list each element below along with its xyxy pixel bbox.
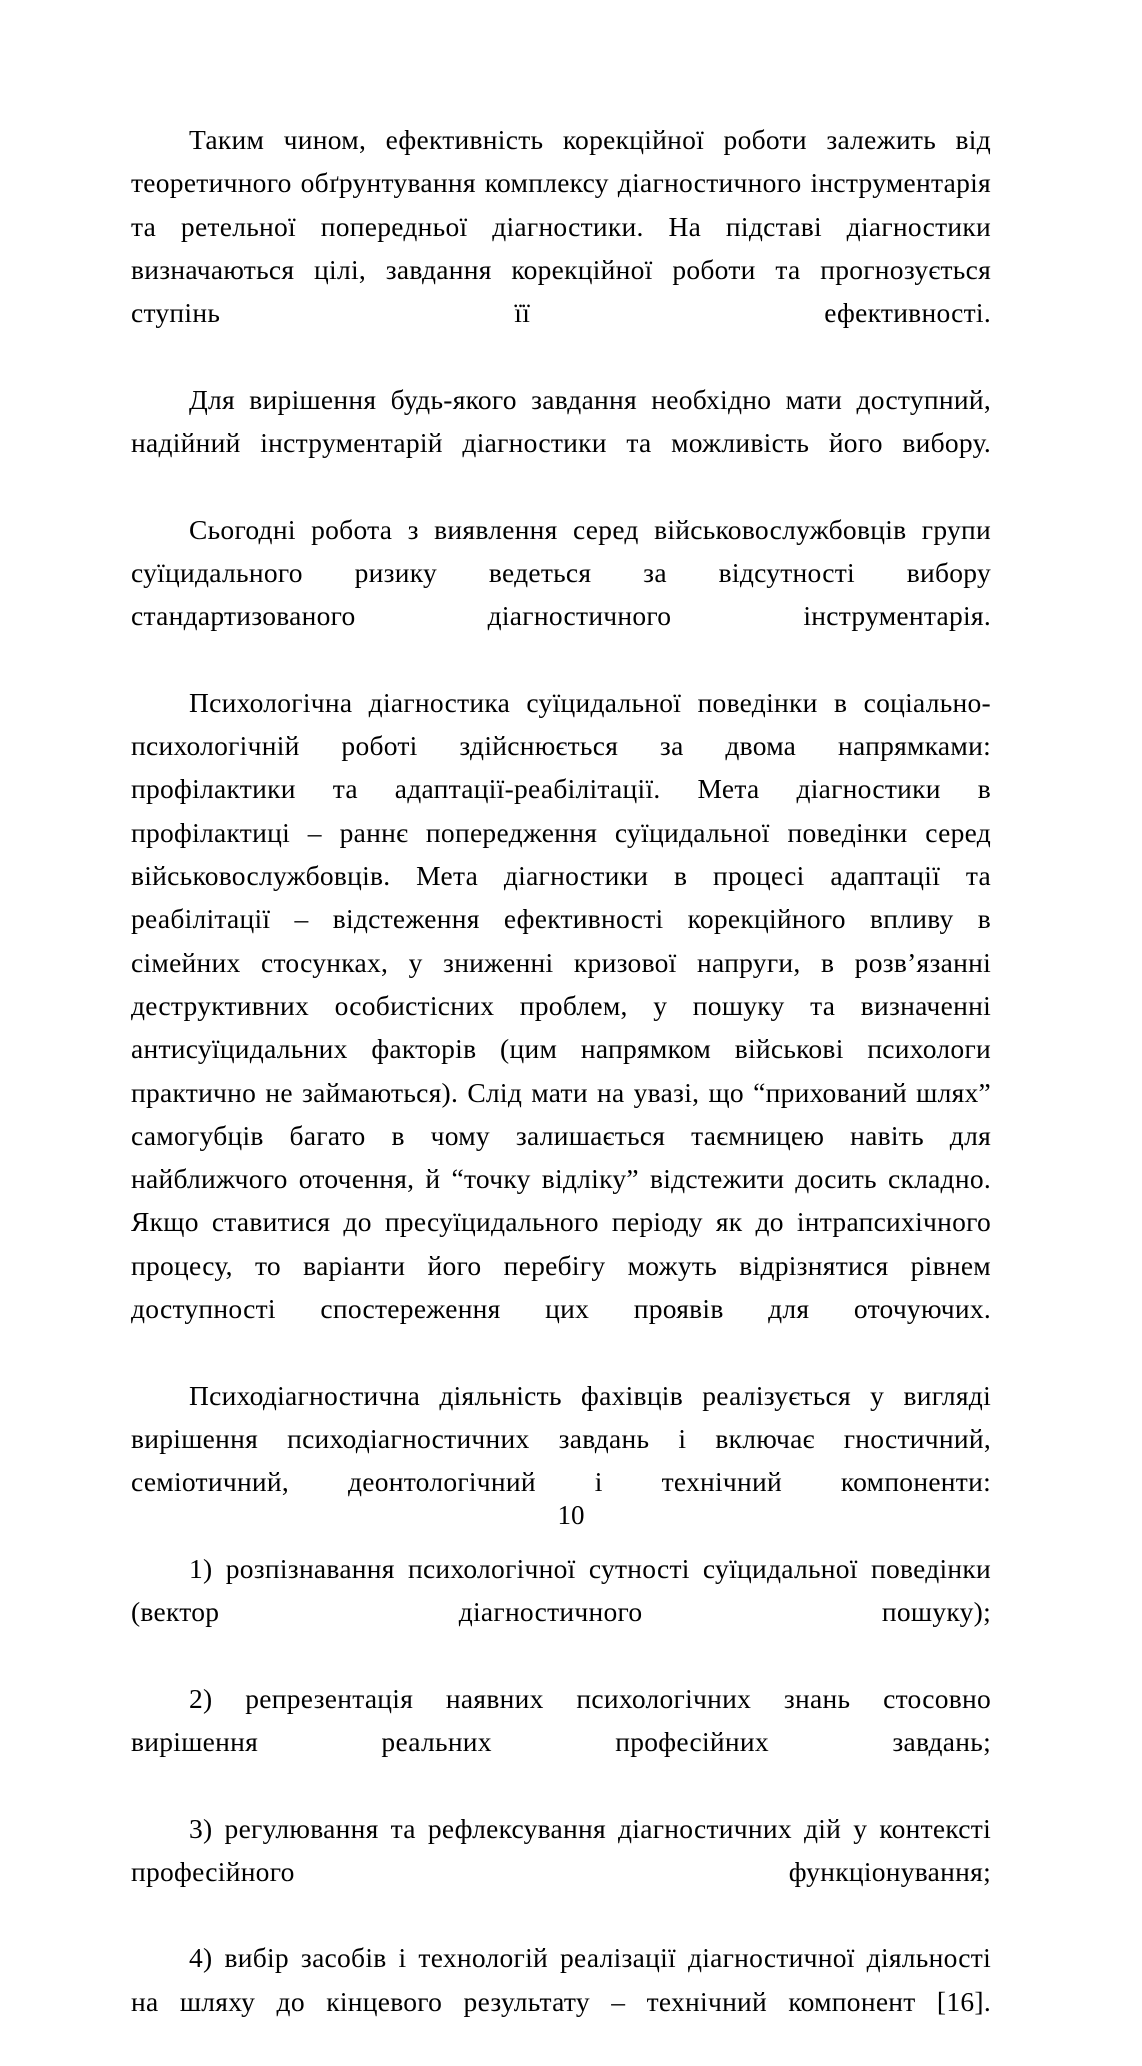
page-text-body	[131, 118, 991, 2066]
paragraph-1: Таким чином, ефективність корекційної роботи залежить від теоретичного обґрунтування комплексу діагностичного інструментарія та ретельної попередньої діагностики. На підставі діагностики визначаються цілі, завдання корекційної роботи та прогнозується ступінь її ефективності.	[131, 124, 991, 329]
page-number: 10	[557, 1500, 585, 1530]
paragraph-3: Сьогодні робота з виявлення серед військовослужбовців групи суїцидального ризику ведеться за відсутності вибору стандартизованого діагностичного інструментарія.	[131, 513, 991, 632]
list-item-1: 1) розпізнавання психологічної сутності суїцидальної поведінки (вектор діагностичного пошуку);	[131, 1552, 991, 1628]
list-item-3: 3) регулювання та рефлексування діагностичних дій у контексті професійного функціонування;	[131, 1812, 991, 1887]
paragraph-4: Психологічна діагностика суїцидальної поведінки в соціально-психологічній роботі здійснюється за двома напрямками: профілактики та адаптації-реабілітації. Мета діагностики в профілактиці – раннє попередження суїцидальної поведінки серед військовослужбовців. Мета діагностики в процесі адаптації та реабілітації – відстеження ефективності корекційного впливу в сімейних стосунках, у зниженні кризової напруги, в розв’язанні деструктивних особистісних проблем, у пошуку та визначенні антисуїцидальних факторів (цим напрямком військові психологи практично не займаються). Слід мати на увазі, що “прихований шлях” самогубців багато в чому залишається таємницею навіть для найближчого оточення, й “точку відліку” відстежити досить складно. Якщо ставитися до пресуїцидального періоду як до інтрапсихічного процесу, то варіанти його перебігу можуть відрізнятися рівнем доступності спостереження цих проявів для оточуючих.	[131, 686, 991, 1325]
list-item-2: 2) репрезентація наявних психологічних знань стосовно вирішення реальних професійних завдань;	[131, 1682, 991, 1757]
paragraph-2: Для вирішення будь-якого завдання необхідно мати доступний, надійний інструментарій діагностики та можливість його вибору.	[131, 383, 991, 459]
paragraph-5: Психодіагностична діяльність фахівців реалізується у вигляді вирішення психодіагностичних завдань і включає гностичний, семіотичний, деонтологічний і технічний компоненти:	[131, 1379, 991, 1498]
list-item-4: 4) вибір засобів і технологій реалізації діагностичної діяльності на шляху до кінцевого результату – технічний компонент [16].	[131, 1942, 991, 2017]
